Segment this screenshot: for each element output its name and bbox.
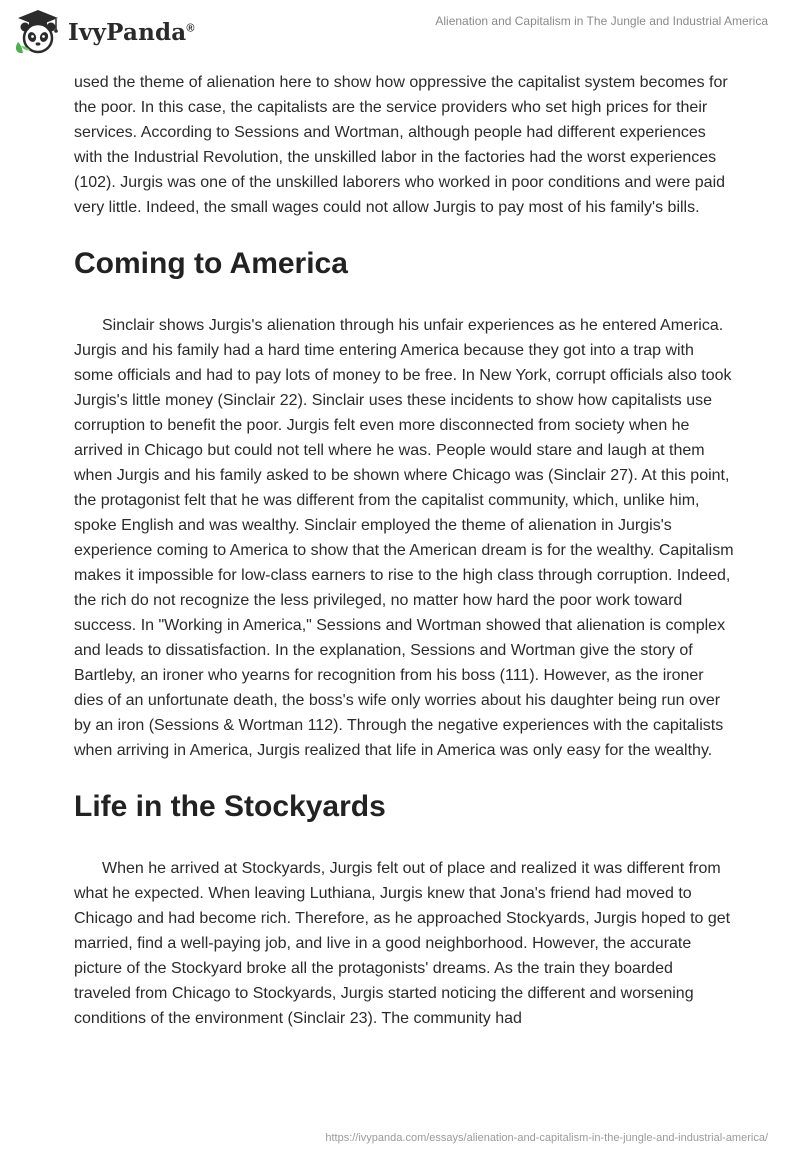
registered-mark: ®	[186, 21, 195, 34]
panda-logo-icon	[12, 8, 64, 56]
section-heading-coming-to-america: Coming to America	[74, 247, 348, 280]
section-paragraph-coming-to-america: Sinclair shows Jurgis's alienation through his unfair experiences as he entered America. Jurgis and his family had a hard time entering America because they got into a trap with some officials and had to pay lots of money to be free. In New York, corrupt officials also took Jurgis's little money (Sinclair 22). Sinclair uses these incidents to show how capitalists use corruption to benefit the poor. Jurgis felt even more disconnected from society when he arrived in Chicago but could not tell where he was. People would stare and laugh at them when Jurgis and his family asked to be shown where Chicago was (Sinclair 27). At this point, the protagonist felt that he was different from the capitalist community, which, unlike him, spoke English and was wealthy. Sinclair employed the theme of alienation in Jurgis's experience coming to America to show that the American dream is for the wealthy. Capitalism makes it impossible for low-class earners to rise to the high class through corruption. Indeed, the rich do not recognize the less privileged, no matter how hard the poor work toward success. In "Working in America," Sessions and Wortman showed that alienation is complex and leads to dissatisfaction. In the explanation, Sessions and Wortman give the story of Bartleby, an ironer who yearns for recognition from his boss (111). However, as the ironer dies of an unfortunate death, the boss's wife only worries about his daughter being run over by an iron (Sessions & Wortman 112). Through the negative experiences with the capitalists when arriving in America, Jurgis realized that life in America was only easy for the wealthy.	[74, 317, 734, 759]
document-title: Alienation and Capitalism in The Jungle and Industrial America	[435, 14, 768, 28]
source-url-link[interactable]: https://ivypanda.com/essays/alienation-and-capitalism-in-the-jungle-and-industrial-america/	[325, 1132, 768, 1144]
page-header	[0, 0, 800, 60]
section-heading-life-in-the-stockyards: Life in the Stockyards	[74, 790, 386, 823]
logo[interactable]	[12, 8, 195, 56]
essay-body	[74, 70, 734, 1031]
intro-paragraph: used the theme of alienation here to show how oppressive the capitalist system becomes for the poor. In this case, the capitalists are the service providers who set high prices for their services. According to Sessions and Wortman, although people had different experiences with the Industrial Revolution, the unskilled labor in the factories had the worst experiences (102). Jurgis was one of the unskilled laborers who worked in poor conditions and were paid very little. Indeed, the small wages could not allow Jurgis to pay most of his family's bills.	[74, 74, 728, 216]
section-paragraph-life-in-the-stockyards: When he arrived at Stockyards, Jurgis felt out of place and realized it was different from what he expected. When leaving Luthiana, Jurgis knew that Jona's friend had moved to Chicago and had become rich. Therefore, as he approached Stockyards, Jurgis hoped to get married, find a well-paying job, and live in a good neighborhood. However, the accurate picture of the Stockyard broke all the protagonists' dreams. As the train they boarded traveled from Chicago to Stockyards, Jurgis started noticing the different and worsening conditions of the environment (Sinclair 23). The community had	[74, 860, 731, 1027]
logo-text: IvyPanda®	[68, 18, 195, 46]
